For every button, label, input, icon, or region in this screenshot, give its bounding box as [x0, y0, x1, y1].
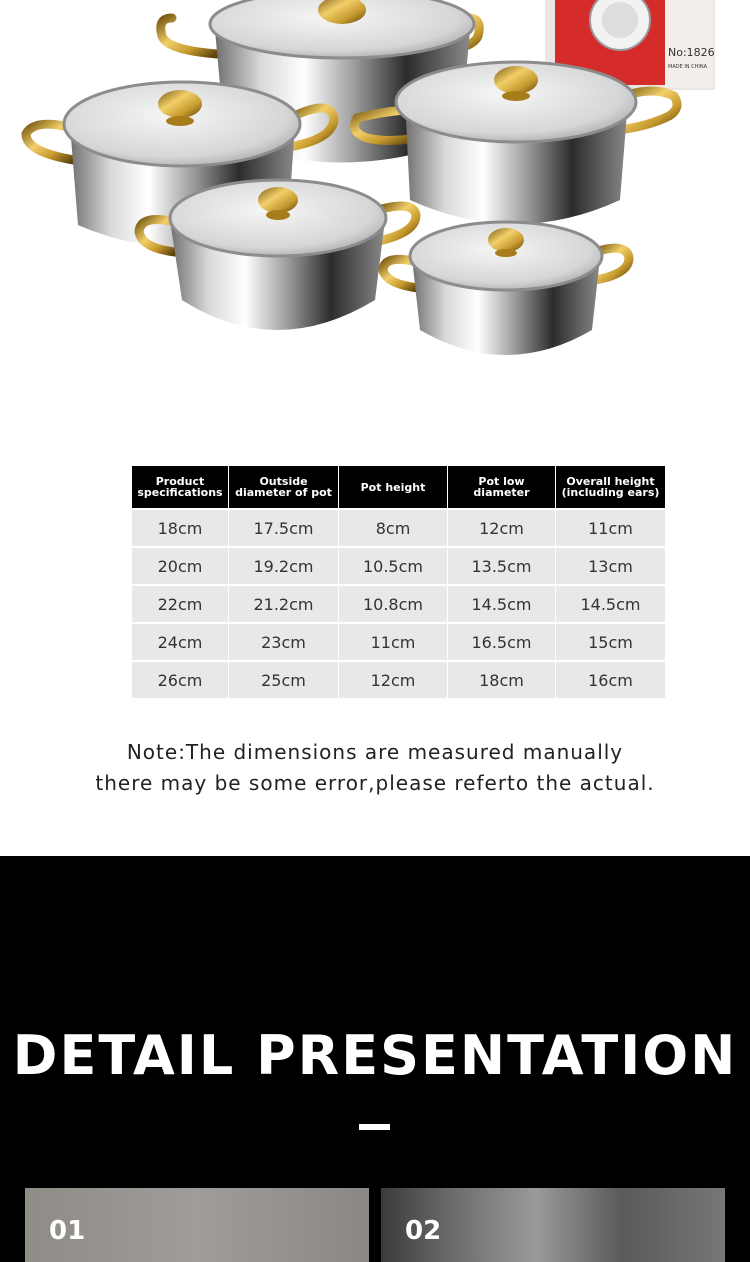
pot-20cm — [139, 180, 416, 330]
box-made-in: MADE IN CHINA — [668, 64, 708, 70]
detail-card-1 — [25, 1188, 369, 1262]
size-specifications-table — [132, 466, 665, 698]
note-line-2: there may be some error,please referto the actual. — [95, 771, 655, 795]
table-cell: 26cm — [132, 661, 229, 698]
header-pot-height: Pot height — [339, 466, 448, 509]
table-cell: 25cm — [229, 661, 339, 698]
table-cell: 16cm — [556, 661, 666, 698]
header-pot-low-diameter: Pot low diameter — [448, 466, 556, 509]
table-cell: 16.5cm — [448, 623, 556, 661]
table-row — [132, 509, 665, 547]
pot-18cm — [383, 222, 629, 355]
card-number: 02 — [405, 1216, 442, 1246]
title-underline-divider — [359, 1124, 390, 1130]
table-cell: 13cm — [556, 547, 666, 585]
table-row — [132, 547, 665, 585]
table-cell: 14.5cm — [556, 585, 666, 623]
pot-24cm — [355, 62, 678, 224]
detail-presentation-section — [0, 856, 750, 1262]
table-cell: 18cm — [448, 661, 556, 698]
table-cell: 8cm — [339, 509, 448, 547]
table-cell: 11cm — [339, 623, 448, 661]
table-row — [132, 661, 665, 698]
table-cell: 11cm — [556, 509, 666, 547]
detail-card-2 — [381, 1188, 725, 1262]
table-row — [132, 623, 665, 661]
table-cell: 22cm — [132, 585, 229, 623]
measurement-note — [0, 737, 750, 799]
table-cell: 20cm — [132, 547, 229, 585]
table-cell: 15cm — [556, 623, 666, 661]
table-cell: 21.2cm — [229, 585, 339, 623]
note-line-1: Note:The dimensions are measured manually — [126, 740, 624, 764]
table-cell: 12cm — [339, 661, 448, 698]
card-number: 01 — [49, 1216, 86, 1246]
table-cell: 17.5cm — [229, 509, 339, 547]
table-row — [132, 585, 665, 623]
header-overall-height: Overall height (including ears) — [556, 466, 666, 509]
product-hero-image — [0, 0, 750, 420]
box-model-number: No:1826 — [668, 46, 715, 59]
table-cell: 19.2cm — [229, 547, 339, 585]
table-header-row — [132, 466, 665, 509]
table-cell: 18cm — [132, 509, 229, 547]
cookware-set-illustration — [0, 0, 750, 420]
table-cell: 24cm — [132, 623, 229, 661]
table-cell: 14.5cm — [448, 585, 556, 623]
table-cell: 10.8cm — [339, 585, 448, 623]
table-cell: 12cm — [448, 509, 556, 547]
table-cell: 23cm — [229, 623, 339, 661]
section-title: DETAIL PRESENTATION — [12, 1024, 738, 1087]
header-product-specifications: Product specifications — [132, 466, 229, 509]
table-cell: 13.5cm — [448, 547, 556, 585]
table-cell: 10.5cm — [339, 547, 448, 585]
header-outside-diameter: Outside diameter of pot — [229, 466, 339, 509]
